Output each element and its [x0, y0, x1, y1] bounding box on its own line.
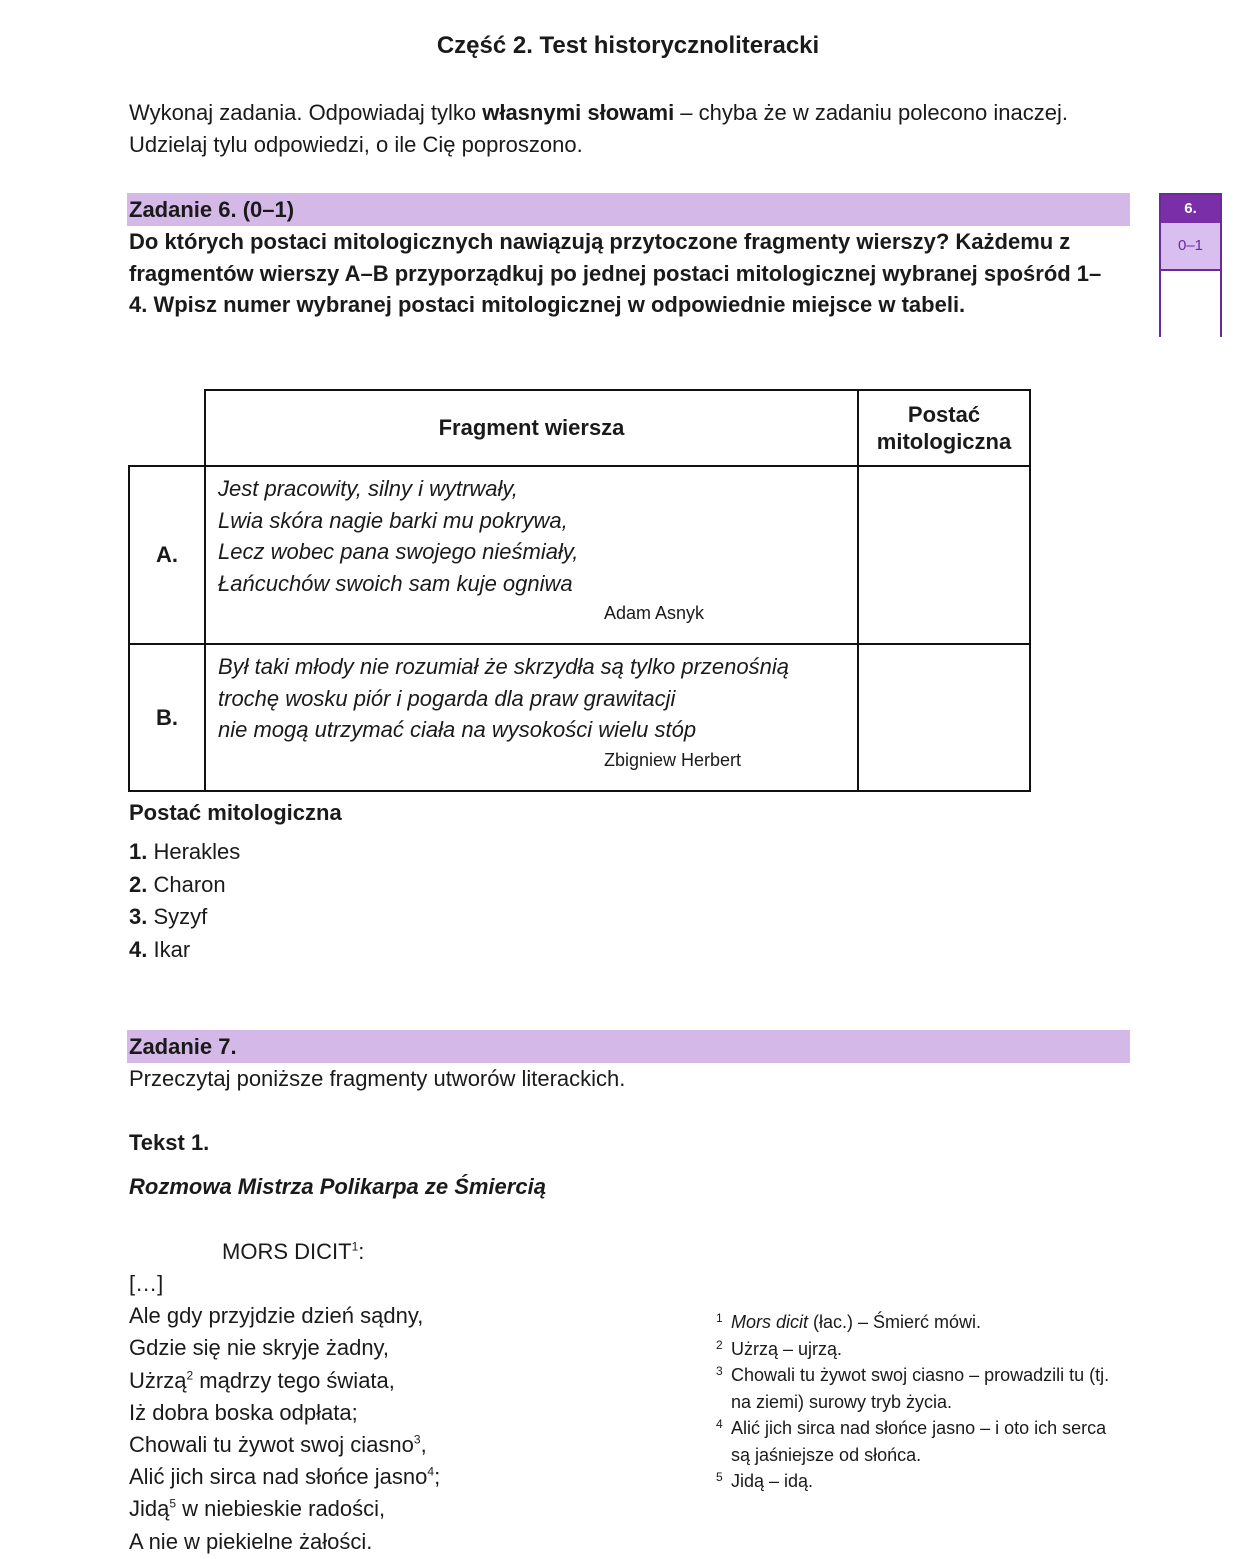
option-number: 2.	[129, 871, 148, 897]
list-item	[129, 836, 240, 869]
option-label: Syzyf	[153, 904, 208, 929]
table-row	[129, 466, 1030, 644]
option-label: Herakles	[153, 839, 241, 864]
header-postac-line1: Postać	[907, 402, 981, 427]
verse-line: Lwia skóra nagie barki mu pokrywa,	[218, 507, 568, 533]
list-item	[129, 934, 240, 967]
task-7-header: Zadanie 7.	[127, 1030, 1130, 1063]
verse-line: Był taki młody nie rozumiał że skrzydła są tylko przenośnią	[218, 654, 790, 679]
poem-line-text: Ale gdy przyjdzie dzień sądny,	[129, 1303, 424, 1329]
footnote	[716, 1415, 1116, 1468]
option-number: 1.	[129, 839, 148, 864]
footnote-text: Jidą – idą.	[731, 1471, 814, 1491]
option-label: Ikar	[153, 936, 191, 962]
footnote-text: (łac.) – Śmierć mówi.	[808, 1312, 982, 1332]
option-number: 4.	[129, 936, 148, 962]
list-item	[129, 901, 240, 934]
text-label: Tekst 1.	[129, 1130, 210, 1155]
footnote-ref: 2	[186, 1368, 194, 1383]
footnote	[716, 1468, 1116, 1495]
verse-line: Lecz wobec pana swojego nieśmiały,	[218, 539, 579, 564]
fragment-b	[205, 644, 858, 791]
verse-line: trochę wosku piór i pogarda dla praw grawitacji	[218, 685, 676, 711]
poem-line	[129, 1429, 440, 1461]
poem-heading-text: MORS DICIT	[222, 1239, 352, 1264]
poem	[129, 1268, 440, 1558]
poem-line-after: ;	[434, 1464, 441, 1490]
fragment-a	[205, 466, 858, 644]
poem-line-after: ,	[420, 1432, 427, 1458]
footnote-ref: 4	[427, 1464, 435, 1479]
footnote-number: 5	[716, 1470, 723, 1484]
list-item	[129, 869, 240, 902]
table-row	[129, 644, 1030, 791]
footnote	[716, 1309, 1116, 1336]
footnote-number: 2	[716, 1337, 723, 1352]
poem-line-text: Użrzą	[129, 1367, 187, 1393]
score-range: 0–1	[1161, 223, 1220, 271]
poem-line	[129, 1493, 440, 1525]
options-title: Postać mitologiczna	[129, 800, 342, 825]
footnote-text: Alić jich sirca nad słońce jasno – i oto ich serca są jaśniejsze od słońca.	[731, 1418, 1107, 1465]
intro-bold: własnymi słowami	[482, 100, 675, 125]
poem-line-after: w niebieskie radości,	[176, 1496, 386, 1522]
poem-line	[129, 1526, 440, 1558]
poem-line	[129, 1332, 440, 1364]
footnote-ref: 3	[413, 1432, 421, 1447]
text-title: Rozmowa Mistrza Polikarpa ze Śmiercią	[129, 1174, 546, 1199]
footnote-number: 3	[716, 1364, 723, 1378]
footnote-number: 4	[716, 1417, 723, 1431]
intro-instructions	[129, 97, 1109, 161]
header-postac-line2: mitologiczna	[876, 429, 1012, 454]
poem-line-text: […]	[129, 1271, 164, 1296]
footnote-italic: Mors dicit	[731, 1312, 809, 1332]
intro-text-1: Wykonaj zadania. Odpowiadaj tylko	[129, 100, 483, 125]
poem-line-text: Chowali tu żywot swoj ciasno	[129, 1432, 414, 1458]
task-6-score-box	[1159, 193, 1222, 337]
score-input-field[interactable]	[1161, 271, 1220, 337]
task-6-instruction: Do których postaci mitologicznych nawiązują przytoczone fragmenty wierszy? Każdemu z fragmentów wierszy A–B przyporządkuj po jednej postaci mitologicznej wybranej spośród 1–4. Wpisz numer wybranej postaci mitologicznej w odpowiednie miejsce w tabeli.	[129, 229, 1102, 317]
option-number: 3.	[129, 904, 148, 929]
intro-text-2: – chyba że w zadaniu polecono inaczej. Udzielaj tylu odpowiedzi, o ile Cię poproszono.	[129, 100, 1068, 157]
footnote	[716, 1336, 1116, 1363]
footnote-number: 1	[716, 1311, 723, 1325]
footnote	[716, 1362, 1116, 1415]
poem-heading-suffix: :	[358, 1239, 365, 1264]
poem-line-after: mądrzy tego świata,	[193, 1367, 395, 1393]
table-corner	[129, 390, 205, 466]
footnote-text: Użrzą – ujrzą.	[731, 1338, 843, 1359]
footnote-text: Chowali tu żywot swoj ciasno – prowadzili tu (tj. na ziemi) surowy tryb życia.	[731, 1365, 1110, 1412]
answer-cell-a[interactable]	[858, 466, 1030, 644]
verse-line: Łańcuchów swoich sam kuje ogniwa	[218, 570, 573, 596]
poem-line	[129, 1300, 440, 1332]
footnote-ref: 5	[169, 1497, 177, 1512]
option-label: Charon	[153, 871, 226, 897]
footnote-ref: 1	[351, 1239, 359, 1254]
score-task-number: 6.	[1161, 195, 1220, 223]
poem-line-text: Gdzie się nie skryje żadny,	[129, 1335, 390, 1361]
options-list	[129, 836, 240, 966]
row-label-a: A.	[129, 466, 205, 644]
matching-table	[128, 389, 1031, 792]
poem-heading	[222, 1236, 364, 1268]
header-fragment: Fragment wiersza	[205, 390, 858, 466]
poem-line	[129, 1397, 440, 1429]
header-postac	[858, 390, 1030, 466]
poem-line-text: Alić jich sirca nad słońce jasno	[129, 1464, 428, 1490]
verse-line: Jest pracowity, silny i wytrwały,	[218, 476, 518, 501]
poem-line	[129, 1461, 440, 1493]
task-6-header: Zadanie 6. (0–1)	[127, 193, 1130, 226]
author-b: Zbigniew Herbert	[604, 749, 742, 770]
poem-line	[129, 1268, 440, 1300]
table-header-row	[129, 390, 1030, 466]
poem-line-text: Iż dobra boska odpłata;	[129, 1399, 358, 1425]
answer-cell-b[interactable]	[858, 644, 1030, 791]
task-7-instruction: Przeczytaj poniższe fragmenty utworów literackich.	[129, 1066, 626, 1091]
page-title: Część 2. Test historycznoliteracki	[436, 32, 820, 59]
poem-line-text: Jidą	[129, 1496, 170, 1522]
author-a: Adam Asnyk	[604, 603, 705, 623]
poem-line	[129, 1365, 440, 1397]
verse-line: nie mogą utrzymać ciała na wysokości wielu stóp	[218, 717, 697, 742]
poem-line-text: A nie w piekielne żałości.	[129, 1528, 373, 1554]
row-label-b: B.	[129, 644, 205, 791]
footnotes	[716, 1309, 1116, 1495]
